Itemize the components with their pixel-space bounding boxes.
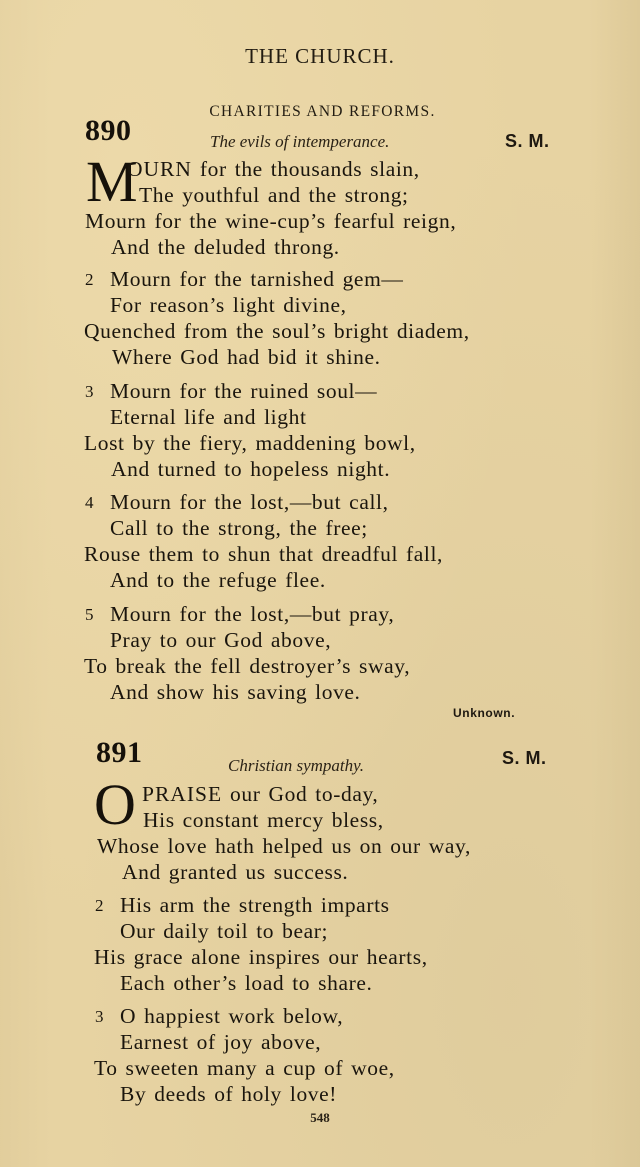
first-word-caps: OURN bbox=[127, 157, 192, 181]
verse-line: Lost by the fiery, maddening bowl, bbox=[84, 431, 416, 455]
verse-line: For reason’s light divine, bbox=[110, 293, 347, 317]
verse-line: O happiest work below, bbox=[120, 1004, 344, 1028]
hymn-subtitle: The evils of intemperance. bbox=[210, 132, 390, 151]
verse-line: Eternal life and light bbox=[110, 405, 307, 429]
verse-line: Earnest of joy above, bbox=[120, 1030, 322, 1054]
hymn-author: Unknown. bbox=[453, 706, 516, 720]
stanza-number: 2 bbox=[95, 896, 104, 915]
verse-line bbox=[127, 157, 420, 182]
verse-line: Rouse them to shun that dreadful fall, bbox=[84, 542, 444, 566]
verse-line: And to the refuge flee. bbox=[110, 568, 326, 592]
verse-line: Mourn for the ruined soul— bbox=[110, 379, 378, 403]
verse-line: Call to the strong, the free; bbox=[110, 516, 368, 540]
verse-line: Whose love hath helped us on our way, bbox=[97, 834, 471, 858]
verse-line: Mourn for the lost,—but pray, bbox=[110, 602, 395, 626]
first-word-caps: PRAISE bbox=[142, 782, 223, 806]
running-head: THE CHURCH. bbox=[245, 44, 395, 68]
hymn-subtitle: Christian sympathy. bbox=[228, 756, 365, 775]
verse-line bbox=[142, 782, 378, 807]
verse-line: Our daily toil to bear; bbox=[120, 919, 329, 943]
verse-line: Where God had bid it shine. bbox=[112, 345, 381, 369]
first-line-tail: for the thousands slain, bbox=[191, 157, 420, 181]
verse-line: To sweeten many a cup of woe, bbox=[94, 1056, 395, 1080]
hymn-number: 890 bbox=[85, 114, 132, 147]
verse-line: Mourn for the wine-cup’s fearful reign, bbox=[85, 209, 457, 233]
first-line-tail: our God to-day, bbox=[222, 782, 379, 806]
verse-line: His grace alone inspires our hearts, bbox=[94, 945, 428, 969]
verse-line: And granted us success. bbox=[122, 860, 349, 884]
drop-cap: O bbox=[94, 772, 136, 837]
hymn-number: 891 bbox=[96, 736, 143, 769]
hymn-meter: S. M. bbox=[505, 131, 550, 151]
stanza-number: 2 bbox=[85, 270, 94, 289]
stanza-number: 3 bbox=[95, 1007, 104, 1026]
verse-line: Pray to our God above, bbox=[110, 628, 332, 652]
verse-line: Mourn for the lost,—but call, bbox=[110, 490, 389, 514]
stanza-number: 3 bbox=[85, 382, 94, 401]
section-head: CHARITIES AND REFORMS. bbox=[209, 103, 436, 120]
verse-line: His constant mercy bless, bbox=[143, 808, 384, 832]
verse-line: And the deluded throng. bbox=[111, 235, 340, 259]
verse-line: Quenched from the soul’s bright diadem, bbox=[84, 319, 470, 343]
hymn-meter: S. M. bbox=[502, 748, 547, 768]
verse-line: And turned to hopeless night. bbox=[111, 457, 391, 481]
verse-line: His arm the strength imparts bbox=[120, 893, 390, 917]
drop-cap: M bbox=[86, 149, 138, 214]
verse-line: The youthful and the strong; bbox=[139, 183, 409, 207]
verse-line: And show his saving love. bbox=[110, 680, 361, 704]
verse-line: Each other’s load to share. bbox=[120, 971, 373, 995]
page-number: 548 bbox=[310, 1110, 330, 1125]
verse-line: Mourn for the tarnished gem— bbox=[110, 267, 404, 291]
stanza-number: 4 bbox=[85, 493, 94, 512]
verse-line: By deeds of holy love! bbox=[120, 1082, 338, 1106]
stanza-number: 5 bbox=[85, 605, 94, 624]
verse-line: To break the fell destroyer’s sway, bbox=[84, 654, 411, 678]
